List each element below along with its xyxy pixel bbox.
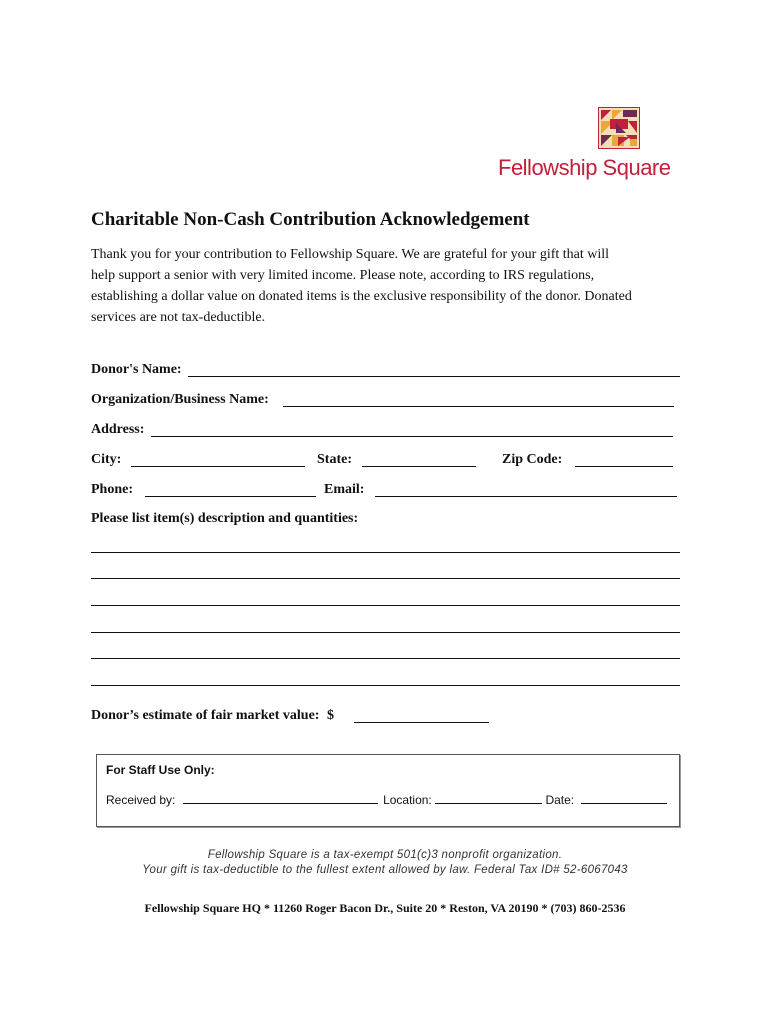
items-label: Please list item(s) description and quantities: bbox=[91, 511, 359, 526]
email-label: Email: bbox=[324, 482, 365, 497]
intro-line: establishing a dollar value on donated items is the exclusive responsibility of the donor. Donated bbox=[91, 289, 632, 304]
zip-field[interactable] bbox=[575, 466, 673, 467]
footer-address: Fellowship Square HQ * 11260 Roger Bacon Dr., Suite 20 * Reston, VA 20190 * (703) 860-2536 bbox=[144, 901, 626, 915]
items-line[interactable] bbox=[91, 552, 680, 553]
intro-paragraph bbox=[91, 244, 691, 328]
tax-exempt-note: Fellowship Square is a tax-exempt 501(c)3 nonprofit organization. bbox=[207, 849, 563, 861]
location-field[interactable] bbox=[435, 791, 542, 804]
donor-name-field[interactable] bbox=[188, 376, 680, 377]
staff-use-title: For Staff Use Only: bbox=[106, 763, 215, 777]
intro-line: help support a senior with very limited income. Please note, according to IRS regulations, bbox=[91, 268, 595, 283]
state-field[interactable] bbox=[362, 466, 476, 467]
estimate-currency: $ bbox=[326, 708, 334, 723]
items-line[interactable] bbox=[91, 658, 680, 659]
intro-line: Thank you for your contribution to Fellowship Square. We are grateful for your gift that will bbox=[91, 247, 610, 262]
email-field[interactable] bbox=[375, 496, 677, 497]
city-field[interactable] bbox=[131, 466, 305, 467]
items-line[interactable] bbox=[91, 632, 680, 633]
date-field[interactable] bbox=[581, 791, 667, 804]
estimate-label bbox=[91, 708, 334, 724]
estimate-field[interactable] bbox=[354, 722, 489, 723]
received-by-label: Received by: bbox=[106, 793, 176, 807]
received-by-field[interactable] bbox=[183, 791, 378, 804]
staff-fields-row bbox=[106, 791, 667, 807]
estimate-label-text: Donor’s estimate of fair market value: bbox=[91, 708, 320, 723]
items-line[interactable] bbox=[91, 685, 680, 686]
organization-label: Organization/Business Name: bbox=[91, 392, 269, 407]
address-field[interactable] bbox=[151, 436, 673, 437]
city-label: City: bbox=[91, 452, 122, 467]
intro-line: services are not tax-deductible. bbox=[91, 310, 266, 325]
date-label: Date: bbox=[545, 793, 575, 807]
address-label: Address: bbox=[91, 422, 145, 437]
phone-label: Phone: bbox=[91, 482, 133, 497]
tax-deductible-note: Your gift is tax-deductible to the fullest extent allowed by law. Federal Tax ID# 52-6067043 bbox=[142, 864, 628, 876]
document-title: Charitable Non-Cash Contribution Acknowledgement bbox=[91, 209, 530, 230]
fellowship-square-logo-text: Fellowship Square bbox=[498, 155, 671, 180]
phone-field[interactable] bbox=[145, 496, 316, 497]
zip-label: Zip Code: bbox=[502, 452, 563, 467]
staff-use-box bbox=[96, 754, 680, 827]
items-line[interactable] bbox=[91, 605, 680, 606]
donor-name-label: Donor's Name: bbox=[91, 362, 182, 377]
items-line[interactable] bbox=[91, 578, 680, 579]
location-label: Location: bbox=[383, 793, 432, 807]
fellowship-square-logo-mark bbox=[598, 107, 640, 149]
state-label: State: bbox=[317, 452, 352, 467]
organization-field[interactable] bbox=[283, 406, 674, 407]
